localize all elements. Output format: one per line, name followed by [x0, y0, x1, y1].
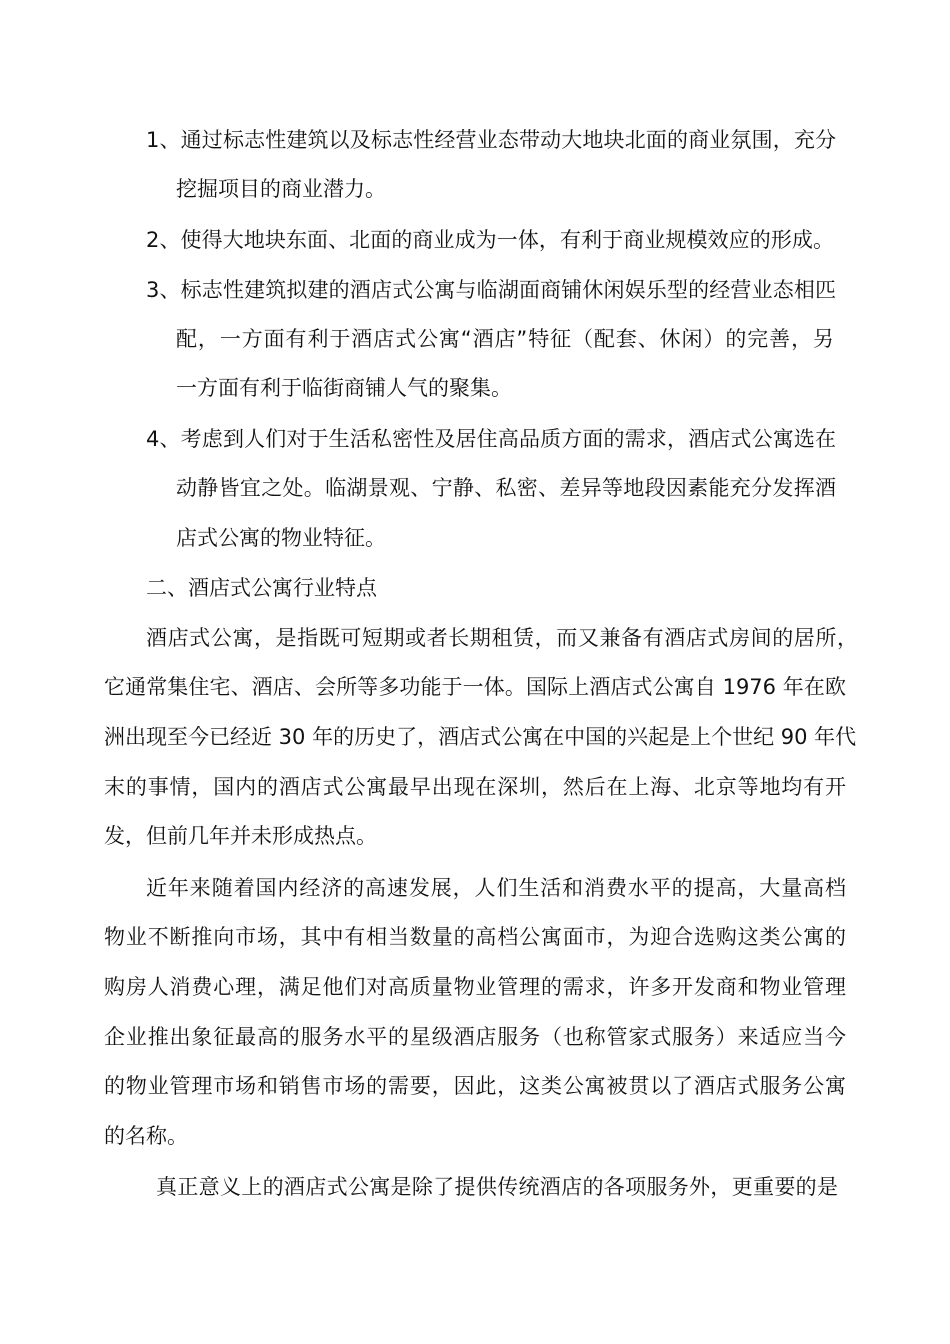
paragraph-1-line-1: 酒店式公寓，是指既可短期或者长期租赁，而又兼备有酒店式房间的居所， [146, 626, 858, 650]
list-item-4-line-2: 动静皆宜之处。临湖景观、宁静、私密、差异等地段因素能充分发挥酒 [176, 476, 836, 500]
list-item-4-line-1: 4、考虑到人们对于生活私密性及居住高品质方面的需求，酒店式公寓选在 [146, 427, 836, 451]
paragraph-2-line-2: 物业不断推向市场，其中有相当数量的高档公寓面市，为迎合选购这类公寓的 [104, 925, 846, 949]
section-heading: 二、酒店式公寓行业特点 [146, 576, 377, 600]
paragraph-1-line-2: 它通常集住宅、酒店、会所等多功能于一体。国际上酒店式公寓自 1976 年在欧 [104, 675, 846, 699]
list-item-2-line-1: 2、使得大地块东面、北面的商业成为一体，有利于商业规模效应的形成。 [146, 228, 834, 252]
list-item-1-line-1: 1、通过标志性建筑以及标志性经营业态带动大地块北面的商业氛围，充分 [146, 128, 836, 152]
list-item-3-line-2: 配，一方面有利于酒店式公寓“酒店”特征（配套、休闲）的完善，另 [176, 327, 834, 351]
paragraph-2-line-6: 的名称。 [104, 1124, 188, 1148]
list-item-1-line-2: 挖掘项目的商业潜力。 [176, 177, 386, 201]
paragraph-3-line-1: 真正意义上的酒店式公寓是除了提供传统酒店的各项服务外，更重要的是 [156, 1175, 838, 1199]
list-item-3-line-3: 一方面有利于临街商铺人气的聚集。 [176, 376, 512, 400]
list-item-3-line-1: 3、标志性建筑拟建的酒店式公寓与临湖面商铺休闲娱乐型的经营业态相匹 [146, 278, 836, 302]
paragraph-2-line-5: 的物业管理市场和销售市场的需要，因此，这类公寓被贯以了酒店式服务公寓 [104, 1074, 846, 1098]
paragraph-1-line-3: 洲出现至今已经近 30 年的历史了，酒店式公寓在中国的兴起是上个世纪 90 年代 [104, 725, 857, 749]
paragraph-2-line-4: 企业推出象征最高的服务水平的星级酒店服务（也称管家式服务）来适应当今 [104, 1025, 846, 1049]
paragraph-2-line-1: 近年来随着国内经济的高速发展，人们生活和消费水平的提高，大量高档 [146, 876, 846, 900]
list-item-4-line-3: 店式公寓的物业特征。 [176, 526, 386, 550]
paragraph-1-line-5: 发，但前几年并未形成热点。 [104, 824, 377, 848]
paragraph-1-line-4: 末的事情，国内的酒店式公寓最早出现在深圳，然后在上海、北京等地均有开 [104, 775, 846, 799]
paragraph-2-line-3: 购房人消费心理，满足他们对高质量物业管理的需求，许多开发商和物业管理 [104, 975, 846, 999]
